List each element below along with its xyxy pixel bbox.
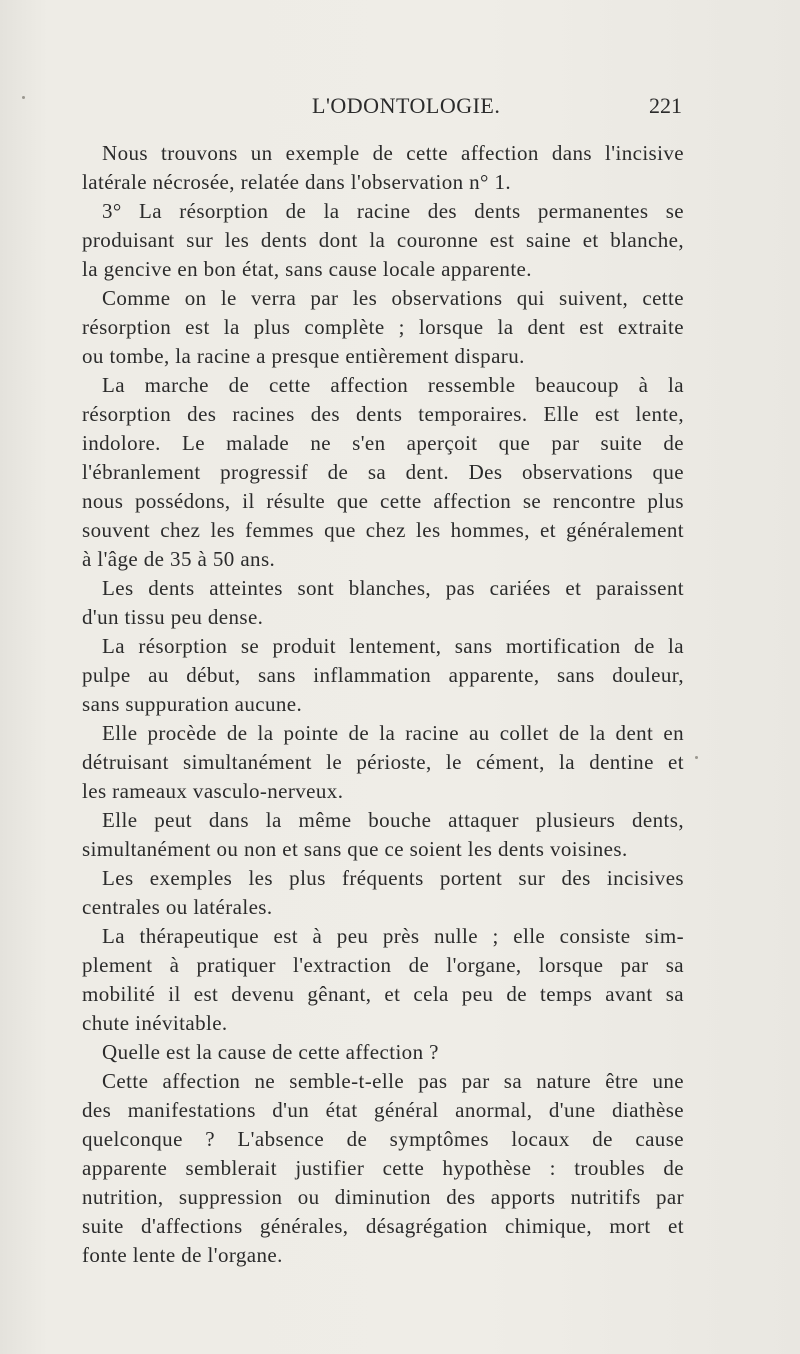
text-line: Les dents atteintes sont blanches, pas cariées et paraissent bbox=[102, 576, 684, 600]
text-line: à l'âge de 35 à 50 ans. bbox=[82, 547, 276, 571]
text-line: Nous trouvons un exemple de cette affection dans l'incisive bbox=[102, 141, 684, 165]
text-line: la gencive en bon état, sans cause locale apparente. bbox=[82, 257, 532, 281]
text-line: détruisant simultanément le périoste, le cément, la dentine et bbox=[82, 750, 684, 774]
page-number: 221 bbox=[649, 93, 682, 118]
text-line: sans suppuration aucune. bbox=[82, 692, 303, 716]
text-line: Elle peut dans la même bouche attaquer plusieurs dents, bbox=[102, 808, 684, 832]
text-line: nous possédons, il résulte que cette affection se rencontre plus bbox=[82, 489, 684, 513]
paper-speck bbox=[695, 756, 698, 759]
text-line: résorption des racines des dents temporaires. Elle est lente, bbox=[82, 402, 684, 426]
text-line: pulpe au début, sans inflammation apparente, sans douleur, bbox=[82, 663, 684, 687]
text-line: 3° La résorption de la racine des dents permanentes se bbox=[102, 199, 684, 223]
text-line: résorption est la plus complète ; lorsque la dent est extraite bbox=[82, 315, 684, 339]
text-line: apparente semblerait justifier cette hypothèse : troubles de bbox=[82, 1156, 684, 1180]
text-line: La thérapeutique est à peu près nulle ; elle consiste sim- bbox=[102, 924, 684, 948]
text-line: mobilité il est devenu gênant, et cela peu de temps avant sa bbox=[82, 982, 684, 1006]
text-line: centrales ou latérales. bbox=[82, 895, 273, 919]
text-line: d'un tissu peu dense. bbox=[82, 605, 264, 629]
text-line: quelconque ? L'absence de symptômes locaux de cause bbox=[82, 1127, 684, 1151]
text-line: indolore. Le malade ne s'en aperçoit que par suite de bbox=[82, 431, 684, 455]
text-line: fonte lente de l'organe. bbox=[82, 1243, 283, 1267]
text-line: La marche de cette affection ressemble beaucoup à la bbox=[102, 373, 684, 397]
text-line: produisant sur les dents dont la couronne est saine et blanche, bbox=[82, 228, 684, 252]
text-line: La résorption se produit lentement, sans mortification de la bbox=[102, 634, 684, 658]
text-line: l'ébranlement progressif de sa dent. Des observations que bbox=[82, 460, 684, 484]
text-line: nutrition, suppression ou diminution des apports nutritifs par bbox=[82, 1185, 684, 1209]
text-line: chute inévitable. bbox=[82, 1011, 228, 1035]
paper-speck bbox=[22, 96, 25, 99]
text-line: plement à pratiquer l'extraction de l'organe, lorsque par sa bbox=[82, 953, 684, 977]
text-line: Quelle est la cause de cette affection ? bbox=[102, 1040, 439, 1064]
text-line: Les exemples les plus fréquents portent sur des incisives bbox=[102, 866, 684, 890]
text-line: les rameaux vasculo-nerveux. bbox=[82, 779, 344, 803]
body-text bbox=[82, 139, 684, 1270]
text-line: des manifestations d'un état général anormal, d'une diathèse bbox=[82, 1098, 684, 1122]
text-line: suite d'affections générales, désagrégation chimique, mort et bbox=[82, 1214, 684, 1238]
text-line: Elle procède de la pointe de la racine au collet de la dent en bbox=[102, 721, 684, 745]
running-title: L'ODONTOLOGIE. bbox=[312, 93, 501, 118]
running-header bbox=[82, 93, 682, 123]
text-line: souvent chez les femmes que chez les hommes, et généralement bbox=[82, 518, 684, 542]
text-line: ou tombe, la racine a presque entièrement disparu. bbox=[82, 344, 525, 368]
text-line: Cette affection ne semble-t-elle pas par sa nature être une bbox=[102, 1069, 684, 1093]
text-line: simultanément ou non et sans que ce soient les dents voisines. bbox=[82, 837, 628, 861]
text-line: latérale nécrosée, relatée dans l'observation n° 1. bbox=[82, 170, 512, 194]
text-line: Comme on le verra par les observations qui suivent, cette bbox=[102, 286, 684, 310]
